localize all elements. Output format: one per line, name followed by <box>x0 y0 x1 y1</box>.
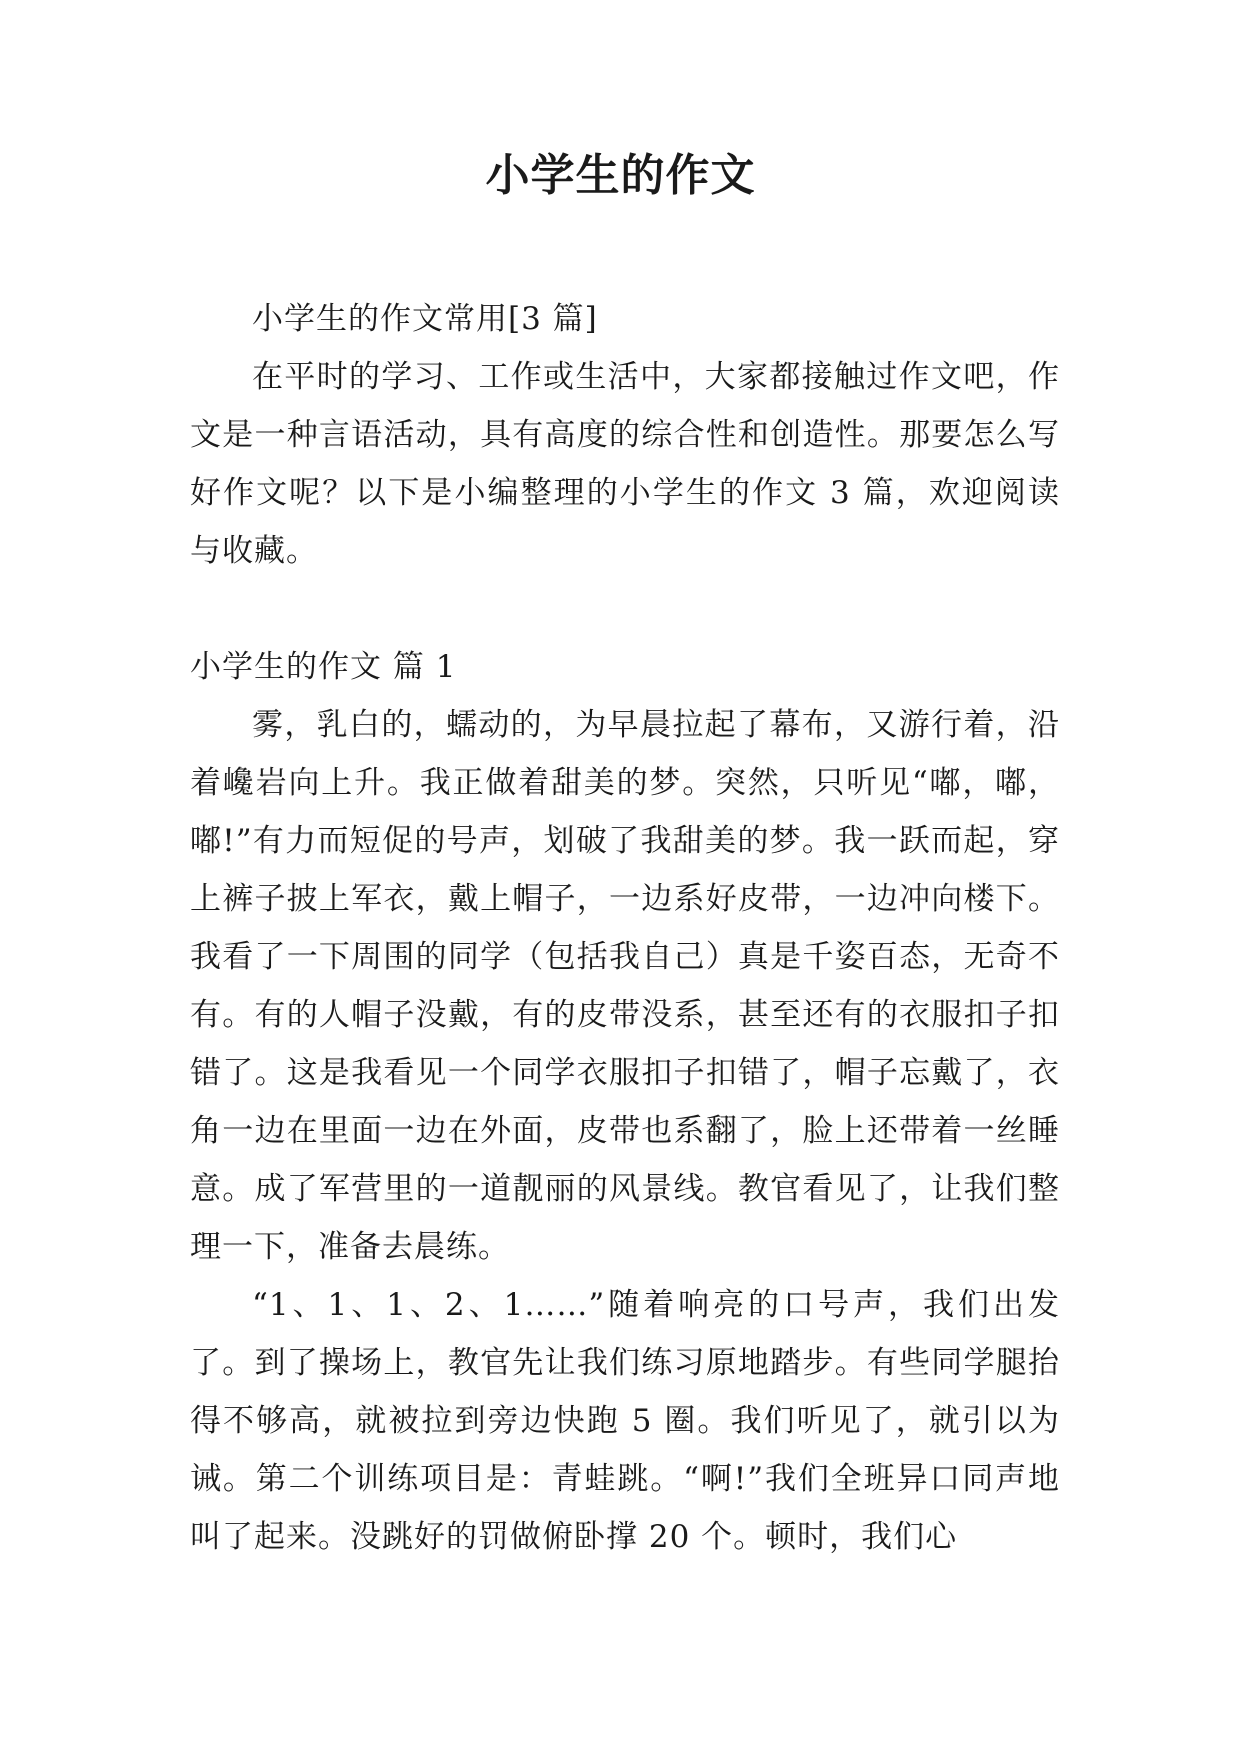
intro-paragraph: 在平时的学习、工作或生活中，大家都接触过作文吧，作文是一种言语活动，具有高度的综合性和创造性。那要怎么写好作文呢？以下是小编整理的小学生的作文 3 篇，欢迎阅读与收藏。 <box>190 359 1060 569</box>
section-heading: 小学生的作文 篇 1 <box>190 649 457 685</box>
page-title: 小学生的作文 <box>485 150 756 201</box>
body-paragraph-2: “1、1、1、2、1……”随着响亮的口号声，我们出发了。到了操场上，教官先让我们练习原地踏步。有些同学腿抬得不够高，就被拉到旁边快跑 5 圈。我们听见了，就引以为诫。第二个训练项目是：青蛙跳。“啊!”我们全班异口同声地叫了起来。没跳好的罚做俯卧撑 20 个。顿时，我们心 <box>190 1287 1060 1555</box>
document-body <box>190 290 1060 1566</box>
document-subtitle: 小学生的作文常用[3 篇] <box>252 301 598 337</box>
body-paragraph-1: 雾，乳白的，蠕动的，为早晨拉起了幕布，又游行着，沿着巉岩向上升。我正做着甜美的梦。突然，只听见“嘟，嘟，嘟!”有力而短促的号声，划破了我甜美的梦。我一跃而起，穿上裤子披上军衣，戴上帽子，一边系好皮带，一边冲向楼下。我看了一下周围的同学（包括我自己）真是千姿百态，无奇不有。有的人帽子没戴，有的皮带没系，甚至还有的衣服扣子扣错了。这是我看见一个同学衣服扣子扣错了，帽子忘戴了，衣角一边在里面一边在外面，皮带也系翻了，脸上还带着一丝睡意。成了军营里的一道靓丽的风景线。教官看见了，让我们整理一下，准备去晨练。 <box>190 707 1060 1265</box>
